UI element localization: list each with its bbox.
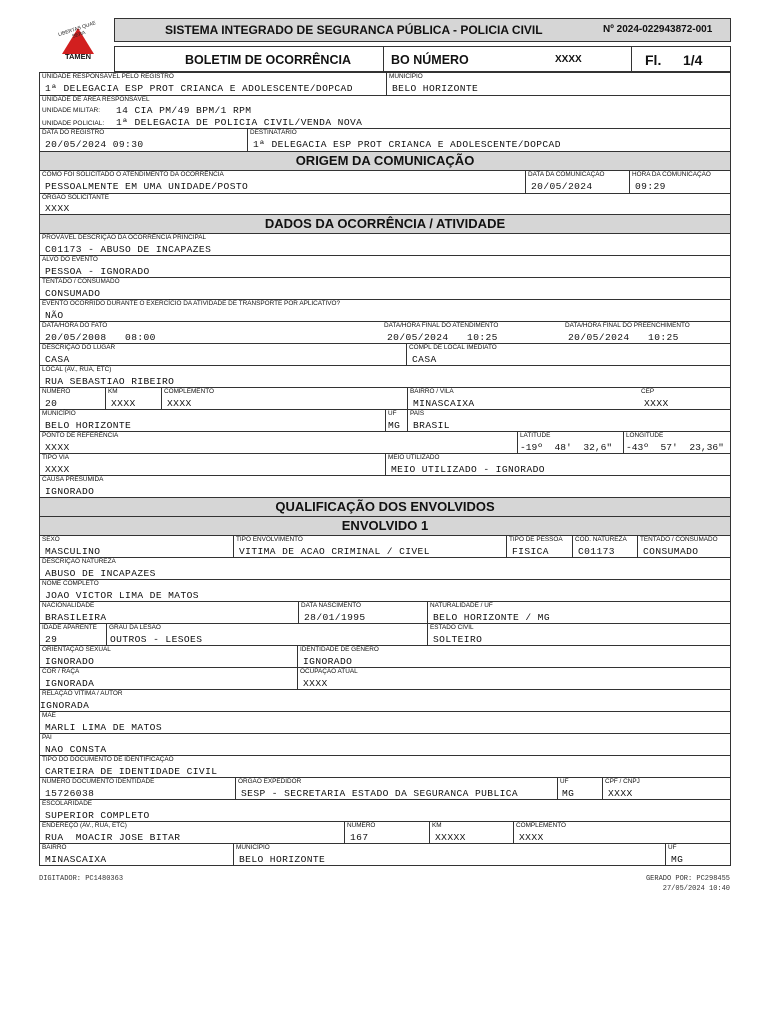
origin-row	[39, 170, 731, 194]
system-title: SISTEMA INTEGRADO DE SEGURANCA PÚBLICA - POLICIA CIVIL	[165, 23, 543, 37]
nationality-row	[39, 601, 731, 624]
field-label: ÓRGÃO SOLICITANTE	[42, 194, 109, 201]
field-label: CPF / CNPJ	[605, 778, 640, 785]
field-label: DATA DO REGISTRO	[42, 129, 105, 136]
neighborhood-value: MINASCAIXA	[413, 398, 475, 409]
field-label: ORIENTAÇÃO SEXUAL	[42, 646, 111, 653]
field-label: ESCOLARIDADE	[42, 800, 93, 807]
registry-date-row	[39, 128, 731, 152]
field-label: TIPO VIA	[42, 454, 69, 461]
doc-number-value: 15726038	[45, 788, 95, 799]
education-value: SUPERIOR COMPLETO	[45, 810, 150, 821]
field-label: IDADE APARENTE	[42, 624, 97, 631]
field-label: NATURALIDADE / UF	[430, 602, 493, 609]
system-title-bar	[114, 18, 731, 42]
field-label: RELAÇÃO VÍTIMA / AUTOR	[42, 690, 123, 697]
via-row	[39, 453, 731, 476]
destination-value: 1ª DELEGACIA ESP PROT CRIANCA E ADOLESCENTE/DOPCAD	[253, 139, 561, 150]
field-label: GRAU DA LESÃO	[109, 624, 161, 631]
reference-row	[39, 431, 731, 454]
logo-motto: TAMEN	[64, 52, 92, 61]
nature-code-value: C01173	[578, 546, 615, 557]
document-title: BOLETIM DE OCORRÊNCIA	[185, 53, 351, 67]
document-row	[39, 777, 731, 800]
person-type-value: FISICA	[512, 546, 549, 557]
military-unit-label: UNIDADE MILITAR:	[42, 107, 101, 114]
sex-value: MASCULINO	[45, 546, 101, 557]
home-city-row	[39, 843, 731, 866]
page-label: Fl.	[645, 52, 662, 68]
fill-datetime-value: 20/05/2024 10:25	[568, 332, 679, 343]
field-label: UF	[668, 844, 677, 851]
field-label: NÚMERO	[42, 388, 71, 395]
requesting-org-value: XXXX	[45, 203, 70, 214]
field-label: TENTADO / CONSUMADO	[640, 536, 718, 543]
field-label: COD. NATUREZA	[575, 536, 627, 543]
longitude-value: -43º 57' 23,36"	[626, 442, 724, 453]
complement-value: XXXX	[167, 398, 192, 409]
involved-attempt-value: CONSUMADO	[643, 546, 699, 557]
field-label: TIPO ENVOLVIMENTO	[236, 536, 303, 543]
logo-arc-text: LIBERTAS QUAE SERA	[57, 20, 97, 40]
field-label: KM	[108, 388, 118, 395]
field-label: NACIONALIDADE	[42, 602, 95, 609]
field-label: LATITUDE	[520, 432, 551, 439]
cause-row	[39, 475, 731, 498]
field-label: DESCRIÇÃO NATUREZA	[42, 558, 116, 565]
field-label: ALVO DO EVENTO	[42, 256, 98, 263]
reference-value: XXXX	[45, 442, 70, 453]
doc-uf-value: MG	[562, 788, 575, 799]
name-row	[39, 579, 731, 602]
field-label: COMO FOI SOLICITADO O ATENDIMENTO DA OCORRÊNCIA	[42, 171, 224, 178]
home-municipality-value: BELO HORIZONTE	[239, 854, 326, 865]
origin-how-value: PESSOALMENTE EM UMA UNIDADE/POSTO	[45, 181, 249, 192]
means-value: MEIO UTILIZADO - IGNORADO	[391, 464, 545, 475]
km-value: XXXX	[111, 398, 136, 409]
place-value: CASA	[45, 354, 70, 365]
field-label: DATA/HORA DO FATO	[42, 322, 108, 329]
occupation-value: XXXX	[303, 678, 328, 689]
field-label: LONGITUDE	[626, 432, 664, 439]
field-label: MÃE	[42, 712, 56, 719]
home-complement-value: XXXX	[519, 832, 544, 843]
place-row	[39, 343, 731, 366]
orientation-row	[39, 645, 731, 668]
home-neighborhood-value: MINASCAIXA	[45, 854, 107, 865]
field-label: UF	[388, 410, 397, 417]
race-value: IGNORADA	[45, 678, 95, 689]
target-row	[39, 255, 731, 278]
field-label: IDENTIDADE DE GÊNERO	[300, 646, 379, 653]
bo-number-label: BO NÚMERO	[391, 53, 469, 67]
race-row	[39, 667, 731, 690]
mother-value: MARLI LIMA DE MATOS	[45, 722, 162, 733]
field-label: COR / RAÇA	[42, 668, 80, 675]
transport-row	[39, 299, 731, 322]
age-row	[39, 623, 731, 646]
police-unit-label: UNIDADE POLICIAL:	[42, 120, 105, 127]
title-bar	[114, 46, 731, 72]
page-number: 1/4	[683, 52, 703, 68]
field-label: MUNICÍPIO	[389, 73, 423, 80]
home-address-row	[39, 821, 731, 844]
uf-value: MG	[388, 420, 401, 431]
dates-row	[39, 321, 731, 344]
full-name-value: JOAO VICTOR LIMA DE MATOS	[45, 590, 199, 601]
number-value: 20	[45, 398, 58, 409]
doc-type-value: CARTEIRA DE IDENTIDADE CIVIL	[45, 766, 218, 777]
involvement-type-value: VITIMA DE ACAO CRIMINAL / CIVEL	[239, 546, 430, 557]
nationality-value: BRASILEIRA	[45, 612, 107, 623]
field-label: DATA/HORA FINAL DO PREENCHIMENTO	[565, 322, 690, 329]
section-occurrence-title: DADOS DA OCORRÊNCIA / ATIVIDADE	[39, 214, 731, 234]
registry-unit-row	[39, 72, 731, 96]
field-label: UNIDADE RESPONSÁVEL PELO REGISTRO	[42, 73, 174, 80]
injury-value: OUTROS - LESOES	[110, 634, 203, 645]
nature-value: ABUSO DE INCAPAZES	[45, 568, 156, 579]
field-label: DATA NASCIMENTO	[301, 602, 362, 609]
field-label: COMPL DE LOCAL IMEDIATO	[409, 344, 497, 351]
field-label: COMPLEMENTO	[516, 822, 566, 829]
birth-date-value: 28/01/1995	[304, 612, 366, 623]
end-datetime-value: 20/05/2024 10:25	[387, 332, 498, 343]
field-label: ENDEREÇO (AV., RUA, ETC)	[42, 822, 127, 829]
field-label: MUNICÍPIO	[236, 844, 270, 851]
issuer-value: SESP - SECRETARIA ESTADO DA SEGURANCA PUBLICA	[241, 788, 519, 799]
field-label: PROVÁVEL DESCRIÇÃO DA OCORRÊNCIA PRINCIPAL	[42, 234, 207, 241]
bo-number-value: XXXX	[555, 54, 582, 65]
field-label: UF	[560, 778, 569, 785]
mother-row	[39, 711, 731, 734]
field-label: MEIO UTILIZADO	[388, 454, 440, 461]
father-value: NAO CONSTA	[45, 744, 107, 755]
age-value: 29	[45, 634, 58, 645]
orientation-value: IGNORADO	[45, 656, 95, 667]
field-label: BAIRRO / VILA	[410, 388, 454, 395]
home-uf-value: MG	[671, 854, 684, 865]
military-unit-value: 14 CIA PM/49 BPM/1 RPM	[116, 105, 252, 116]
cause-value: IGNORADO	[45, 486, 95, 497]
home-km-value: XXXXX	[435, 832, 466, 843]
field-label: DESCRIÇÃO DO LUGAR	[42, 344, 116, 351]
origin-city-value: BELO HORIZONTE / MG	[433, 612, 550, 623]
requesting-org-row	[39, 193, 731, 215]
field-label: PAÍS	[410, 410, 425, 417]
field-label: NÚMERO DOCUMENTO IDENTIDADE	[42, 778, 155, 785]
street-row	[39, 365, 731, 388]
occ-desc-row	[39, 233, 731, 256]
field-label: COMPLEMENTO	[164, 388, 214, 395]
police-unit-value: 1ª DELEGACIA DE POLICIA CIVIL/VENDA NOVA	[116, 117, 363, 128]
compl-place-value: CASA	[412, 354, 437, 365]
gender-identity-value: IGNORADO	[303, 656, 353, 667]
occurrence-desc-value: C01173 - ABUSO DE INCAPAZES	[45, 244, 212, 255]
field-label: ÓRGÃO EXPEDIDOR	[238, 778, 302, 785]
document-number: Nº 2024-022943872-001	[603, 24, 713, 35]
field-label: PAI	[42, 734, 52, 741]
street-value: RUA SEBASTIAO RIBEIRO	[45, 376, 175, 387]
field-label: TIPO DE PESSOA	[509, 536, 563, 543]
father-row	[39, 733, 731, 756]
target-value: PESSOA - IGNORADO	[45, 266, 150, 277]
field-label: CAUSA PRESUMIDA	[42, 476, 104, 483]
field-label: BAIRRO	[42, 844, 67, 851]
municipality-value: BELO HORIZONTE	[392, 83, 479, 94]
field-label: TIPO DO DOCUMENTO DE IDENTIFICAÇÃO	[42, 756, 174, 763]
registry-date-value: 20/05/2024 09:30	[45, 139, 144, 150]
home-number-value: 167	[350, 832, 369, 843]
involved-subtitle: ENVOLVIDO 1	[39, 516, 731, 536]
transport-value: NÃO	[45, 310, 64, 321]
origin-time-value: 09:29	[635, 181, 666, 192]
field-label: TENTADO / CONSUMADO	[42, 278, 120, 285]
civil-status-value: SOLTEIRO	[433, 634, 483, 645]
address-row	[39, 387, 731, 410]
municipality-value: BELO HORIZONTE	[45, 420, 132, 431]
country-value: BRASIL	[413, 420, 450, 431]
section-origin-title: ORIGEM DA COMUNICAÇÃO	[39, 151, 731, 171]
area-unit-row	[39, 95, 731, 129]
municipality-row	[39, 409, 731, 432]
cep-value: XXXX	[644, 398, 669, 409]
home-street-value: RUA MOACIR JOSE BITAR	[45, 832, 181, 843]
field-label: NÚMERO	[347, 822, 376, 829]
fact-datetime-value: 20/05/2008 08:00	[45, 332, 156, 343]
field-label: HORA DA COMUNICAÇÃO	[632, 171, 711, 178]
attempt-row	[39, 277, 731, 300]
involved-type-row	[39, 535, 731, 558]
doc-type-row	[39, 755, 731, 778]
relation-row	[39, 689, 731, 712]
school-row	[39, 799, 731, 822]
field-label: KM	[432, 822, 442, 829]
field-label: DATA/HORA FINAL DO ATENDIMENTO	[384, 322, 499, 329]
via-type-value: XXXX	[45, 464, 70, 475]
field-label: MUNICÍPIO	[42, 410, 76, 417]
generated-at: 27/05/2024 10:40	[662, 885, 730, 893]
field-label: ESTADO CIVIL	[430, 624, 474, 631]
field-label: EVENTO OCORRIDO DURANTE O EXERCÍCIO DA ATIVIDADE DE TRANSPORTE POR APLICATIVO?	[42, 300, 341, 307]
typist-id: DIGITADOR: PC1480363	[39, 875, 124, 883]
field-label: NOME COMPLETO	[42, 580, 99, 587]
latitude-value: -19º 48' 32,6"	[520, 442, 613, 453]
field-label: DESTINATÁRIO	[250, 129, 297, 136]
field-label: LOCAL (AV., RUA, ETC)	[42, 366, 112, 373]
attempt-value: CONSUMADO	[45, 288, 101, 299]
nature-row	[39, 557, 731, 580]
registry-unit-value: 1ª DELEGACIA ESP PROT CRIANCA E ADOLESCENTE/DOPCAD	[45, 83, 353, 94]
field-label: PONTO DE REFERÊNCIA	[42, 432, 119, 439]
origin-date-value: 20/05/2024	[531, 181, 593, 192]
field-label: UNIDADE DE ÁREA RESPONSÁVEL	[42, 96, 150, 103]
cpf-value: XXXX	[608, 788, 633, 799]
field-label: SEXO	[42, 536, 60, 543]
field-label: OCUPAÇÃO ATUAL	[300, 668, 358, 675]
generated-by: GERADO POR: PC298455	[645, 875, 730, 883]
coat-of-arms-logo	[50, 20, 106, 66]
field-label: CEP	[641, 388, 655, 395]
relation-value: IGNORADA	[40, 700, 90, 711]
section-involved-title: QUALIFICAÇÃO DOS ENVOLVIDOS	[39, 497, 731, 517]
field-label: DATA DA COMUNICAÇÃO	[528, 171, 605, 178]
